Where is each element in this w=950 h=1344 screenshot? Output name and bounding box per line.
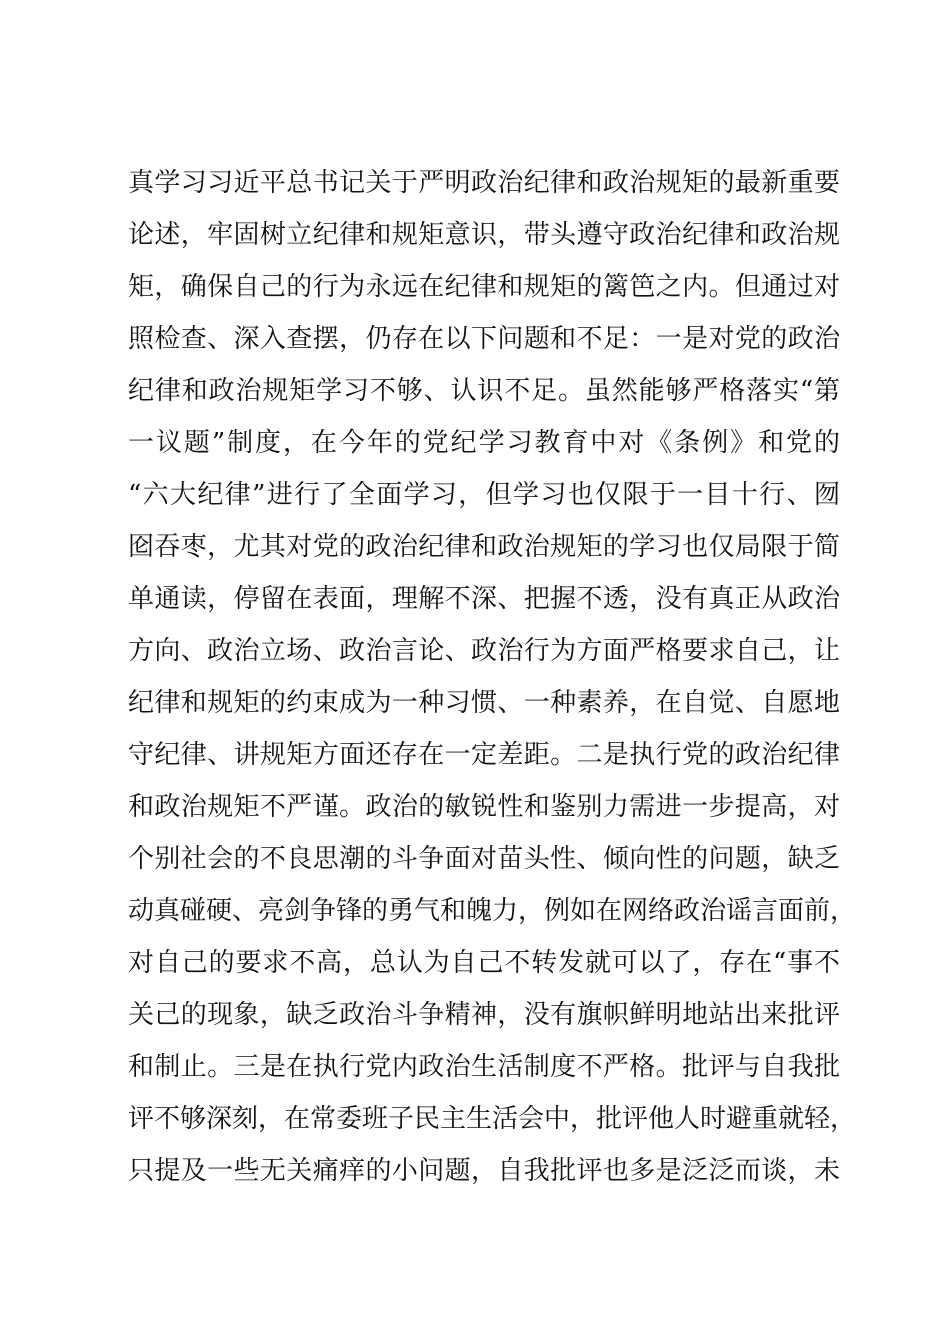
text-line: 评不够深刻，在常委班子民主生活会中，批评他人时避重就轻， [128,1104,857,1134]
text-line: 纪律和规矩的约束成为一种习惯、一种素养，在自觉、自愿地 [128,688,840,718]
body-text [128,157,857,1197]
text-line: 方向、政治立场、政治言论、政治行为方面严格要求自己，让 [128,636,840,666]
text-line: 囵吞枣，尤其对党的政治纪律和政治规矩的学习也仅局限于简 [128,532,840,562]
text-line: 纪律和政治规矩学习不够、认识不足。虽然能够严格落实“第 [128,376,840,406]
text-line: 动真碰硬、亮剑争锋的勇气和魄力，例如在网络政治谣言面前， [128,896,857,926]
text-line: 论述，牢固树立纪律和规矩意识，带头遵守政治纪律和政治规 [128,220,840,250]
text-line: 一议题”制度，在今年的党纪学习教育中对《条例》和党的 [128,428,840,458]
text-line: 矩，确保自己的行为永远在纪律和规矩的篱笆之内。但通过对 [128,272,840,302]
text-line: “六大纪律”进行了全面学习，但学习也仅限于一目十行、囫 [128,480,840,510]
text-line: 和政治规矩不严谨。政治的敏锐性和鉴别力需进一步提高，对 [128,792,840,822]
text-line: 只提及一些无关痛痒的小问题，自我批评也多是泛泛而谈，未 [128,1156,840,1186]
text-line: 守纪律、讲规矩方面还存在一定差距。二是执行党的政治纪律 [128,740,840,770]
text-line: 对自己的要求不高，总认为自己不转发就可以了，存在“事不 [128,948,840,978]
text-line: 真学习习近平总书记关于严明政治纪律和政治规矩的最新重要 [128,168,840,198]
text-line: 单通读，停留在表面，理解不深、把握不透，没有真正从政治 [128,584,840,614]
text-line: 关己的现象，缺乏政治斗争精神，没有旗帜鲜明地站出来批评 [128,1000,840,1030]
text-line: 个别社会的不良思潮的斗争面对苗头性、倾向性的问题，缺乏 [128,844,840,874]
text-line: 照检查、深入查摆，仍存在以下问题和不足：一是对党的政治 [128,324,840,354]
text-line: 和制止。三是在执行党内政治生活制度不严格。批评与自我批 [128,1052,840,1082]
